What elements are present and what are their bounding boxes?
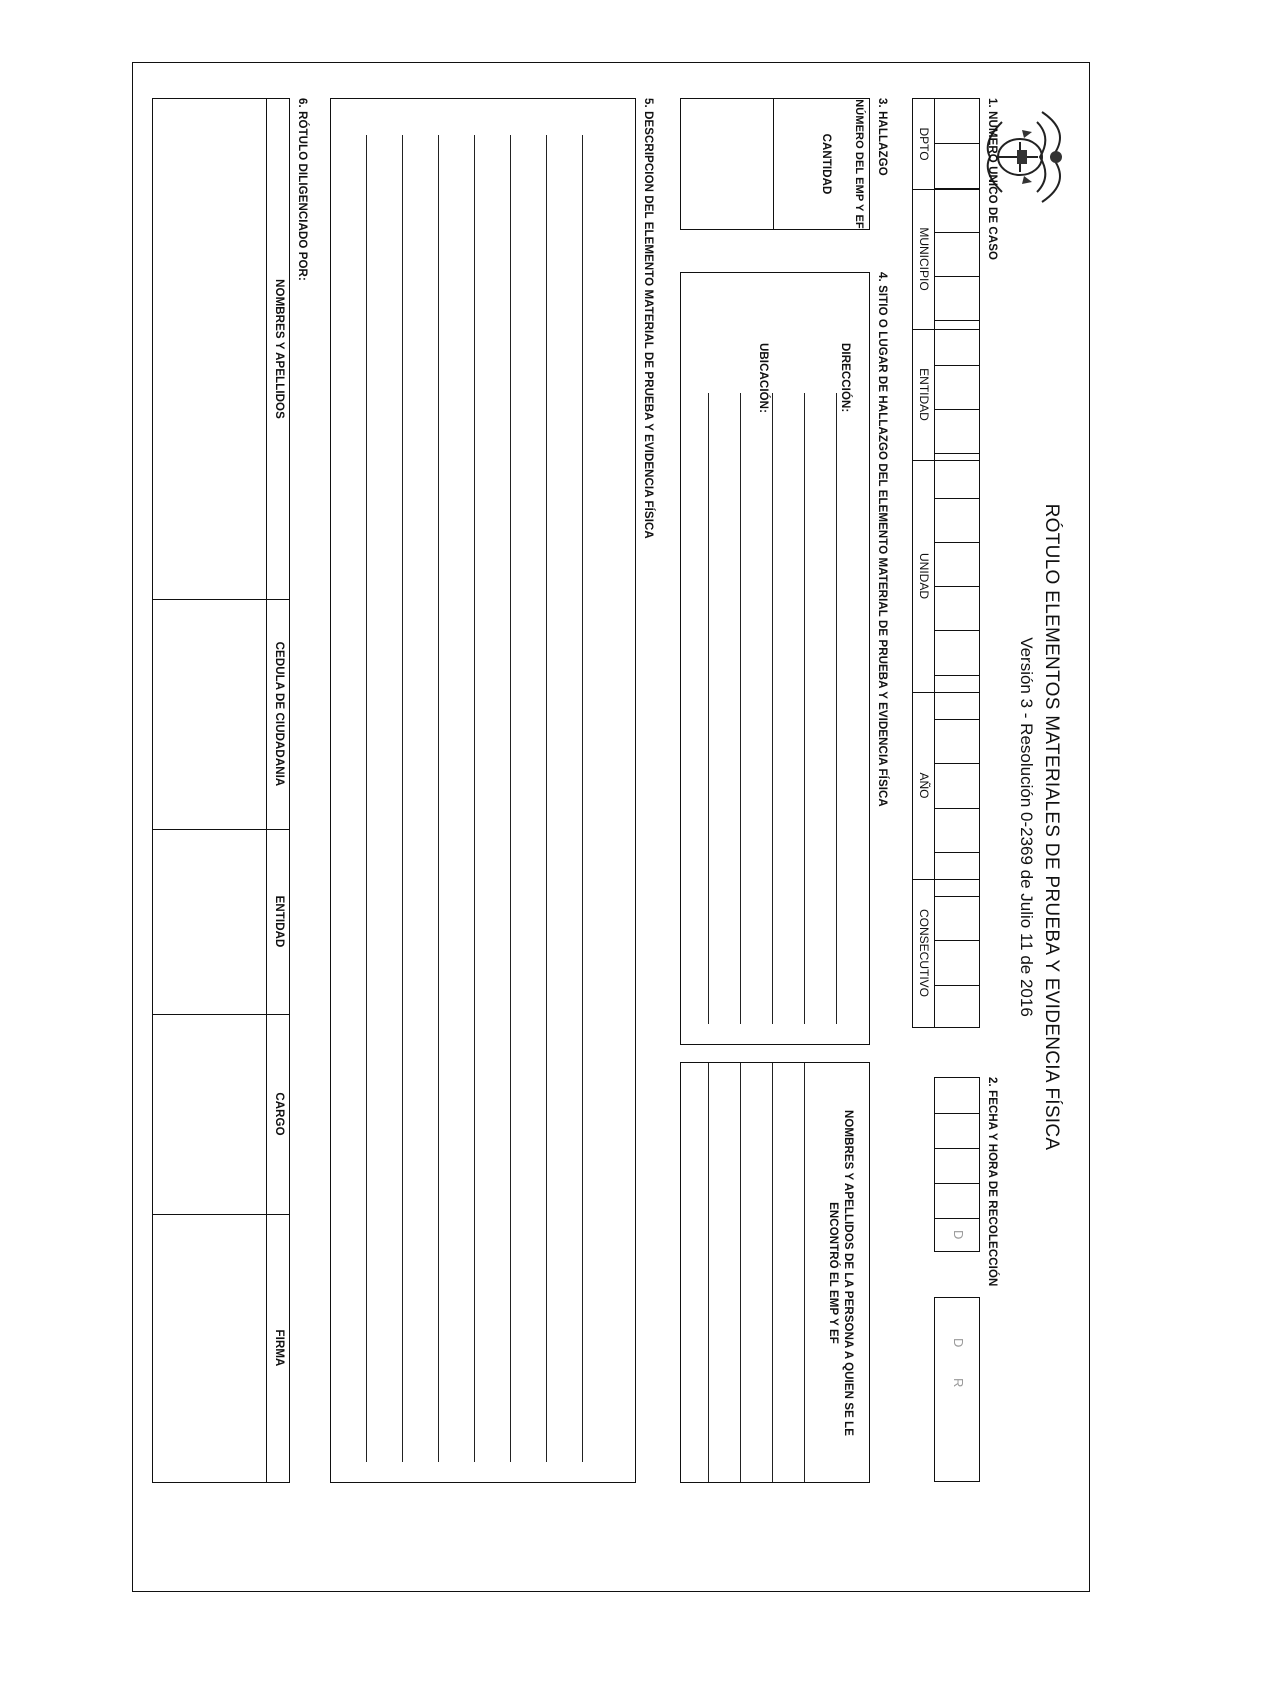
case-digit-divider <box>935 808 979 809</box>
case-digit-divider <box>935 719 979 720</box>
page-title: RÓTULO ELEMENTOS MATERIALES DE PRUEBA Y EVIDENCIA FÍSICA <box>1041 503 1062 1151</box>
rotated-form-sheet <box>132 62 1090 1592</box>
diligenciado-table <box>152 98 290 1483</box>
case-digit-divider <box>935 365 979 366</box>
direccion-label: DIRECCIÓN: <box>839 343 851 413</box>
case-digit-divider <box>935 896 979 897</box>
col-entidad-6: ENTIDAD <box>273 895 285 948</box>
collection-time-box <box>934 1297 980 1482</box>
section3-label: 3. HALLAZGO <box>876 98 888 176</box>
time-hint-r: R <box>951 1378 966 1388</box>
page-subtitle: Versión 3 - Resolución 0-2369 de Julio 11 de 2016 <box>1017 637 1036 1017</box>
case-digit-divider <box>935 985 979 986</box>
case-digit-divider <box>935 232 979 233</box>
hallazgo-box <box>680 98 870 230</box>
col-firma: FIRMA <box>273 1329 285 1367</box>
col-anio: AÑO <box>917 772 931 799</box>
col-cedula: CEDULA DE CIUDADANIA <box>273 641 285 787</box>
col-consecutivo: CONSECUTIVO <box>917 908 931 997</box>
case-number-grid <box>912 98 980 1028</box>
case-digit-divider <box>935 143 979 144</box>
case-digit-divider <box>935 630 979 631</box>
case-digit-divider <box>935 409 979 410</box>
persona-label: NOMBRES Y APELLIDOS DE LA PERSONA A QUIEN SE LE ENCONTRÓ EL EMP Y EF <box>827 1109 854 1437</box>
persona-box <box>680 1062 870 1483</box>
case-digit-divider <box>935 320 979 321</box>
col-nombres: NOMBRES Y APELLIDOS <box>273 279 285 419</box>
descripcion-box <box>330 98 636 1483</box>
date-hint-d: D <box>951 1230 966 1240</box>
case-digit-divider <box>935 276 979 277</box>
col-entidad: ENTIDAD <box>917 368 931 421</box>
collection-date-box <box>934 1077 980 1252</box>
section2-label: 2. FECHA Y HORA DE RECOLECCIÓN <box>986 1077 998 1287</box>
section6-label: 6. RÓTULO DILIGENCIADO POR: <box>296 98 308 281</box>
case-digit-divider <box>935 940 979 941</box>
section1-label: 1. NUMERO UNICO DE CASO <box>986 98 998 261</box>
case-digit-divider <box>935 586 979 587</box>
col-dpto: DPTO <box>917 127 931 161</box>
sitio-box <box>680 272 870 1045</box>
case-digit-divider <box>935 498 979 499</box>
col-municipio: MUNICIPIO <box>917 227 931 291</box>
numero-emp-label: NÚMERO DEL EMP Y EF <box>853 99 865 229</box>
case-digit-divider <box>935 852 979 853</box>
section4-label: 4. SITIO O LUGAR DE HALLAZGO DEL ELEMENTO MATERIAL DE PRUEBA Y EVIDENCIA FÍSICA <box>876 272 888 807</box>
section5-label: 5. DESCRIPCION DEL ELEMENTO MATERIAL DE PRUEBA Y EVIDENCIA FÍSICA <box>642 98 654 539</box>
case-digit-divider <box>935 542 979 543</box>
cantidad-label-visible: CANTIDAD <box>820 133 832 195</box>
time-hint-d: D <box>951 1338 966 1348</box>
col-unidad: UNIDAD <box>917 552 931 599</box>
case-digit-divider <box>935 763 979 764</box>
case-digit-divider <box>935 675 979 676</box>
col-cargo: CARGO <box>273 1092 285 1136</box>
ubicacion-label: UBICACIÓN: <box>757 343 769 413</box>
case-digit-divider <box>935 453 979 454</box>
